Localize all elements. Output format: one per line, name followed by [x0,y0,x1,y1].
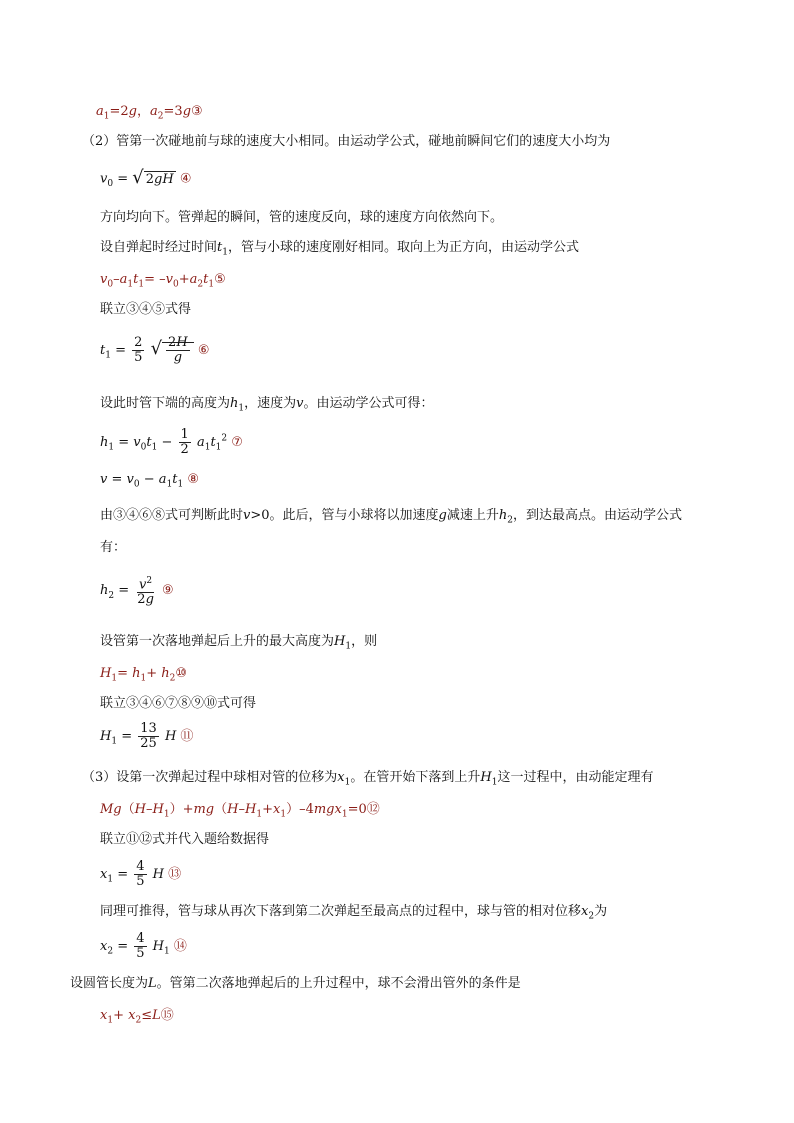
eq-h1: $h_1 = v_0t_1$ − $\frac{1}{2}$ $a_1t_1^2$ ⑦ [100,427,243,457]
eq-accelerations: $a_1=2g$，$a_2=3g③$ [96,104,203,122]
combine-1112: 联立⑪⑫式并代入题给数据得 [100,832,270,847]
eq-x1: $x_1$ = $\frac{4}{5}$ H ⑬ [100,859,182,889]
you-text: 有： [100,540,127,555]
eq-H1-sum: $H_1= h_1+$ $h_2⑩$ [100,666,188,684]
time-setup-text: 设自弹起时经过时间$t_1$，管与小球的速度刚好相同。取向上为正方向，由运动学公式 [100,240,579,258]
eq-H1-result: $H_1$ = $\frac{13}{25}$ H ⑪ [100,721,194,751]
eq-v0: $v_0$ = √ 2gH ④ [100,167,192,190]
eq-energy: $Mg(H-H_1)+mg(H-H_1+x_1)-4mgx_1=0⑫$ [100,802,380,820]
eq-condition: $x_1+$ $x_2\le L⑮$ [100,1008,174,1026]
part2-intro: （2）管第一次碰地前与球的速度大小相同。由运动学公式，碰地前瞬间它们的速度大小均为 [82,134,611,149]
combine-3467: 联立③④⑥⑦⑧⑨⑩式可得 [100,696,257,711]
eq-t1: $t_1$ = $\frac{2}{5}$ √ $\frac{2H}{g}$ ⑥ [100,335,210,365]
tube-length-text: 设圆管长度为L。管第二次落地弹起后的上升过程中，球不会滑出管外的条件是 [70,976,521,991]
eq-v: $v = v_0 - a_1t_1$ ⑧ [100,472,200,490]
judgement-text: 由③④⑥⑧式可判断此时v>0。此后，管与小球将以加速度g减速上升$h_2$，到达最高点。由运动学公式 [100,508,683,526]
eq-x2: $x_2$ = $\frac{4}{5}$ $H_1$ ⑭ [100,931,187,961]
max-height-text: 设管第一次落地弹起后上升的最大高度为$H_1$，则 [100,634,378,652]
second-bounce-text: 同理可推得，管与球从再次下落到第二次弹起至最高点的过程中，球与管的相对位移$x_2$为 [100,904,608,922]
direction-text: 方向均向下。管弹起的瞬间，管的速度反向，球的速度方向依然向下。 [100,210,504,225]
eq-h2: $h_2$ = $\frac{v^2}{2g}$ ⑨ [100,576,174,608]
eq-velocity-match: $v_0-a_1t_1=$ $-v_0+a_2t_1⑤$ [100,272,226,290]
combine-345: 联立③④⑤式得 [100,302,192,317]
height-setup-text: 设此时管下端的高度为$h_1$，速度为v。由运动学公式可得： [100,396,434,414]
part3-intro: （3）设第一次弹起过程中球相对管的位移为$x_1$。在管开始下落到上升$H_1$这一过程中，由动能定理有 [82,770,654,788]
